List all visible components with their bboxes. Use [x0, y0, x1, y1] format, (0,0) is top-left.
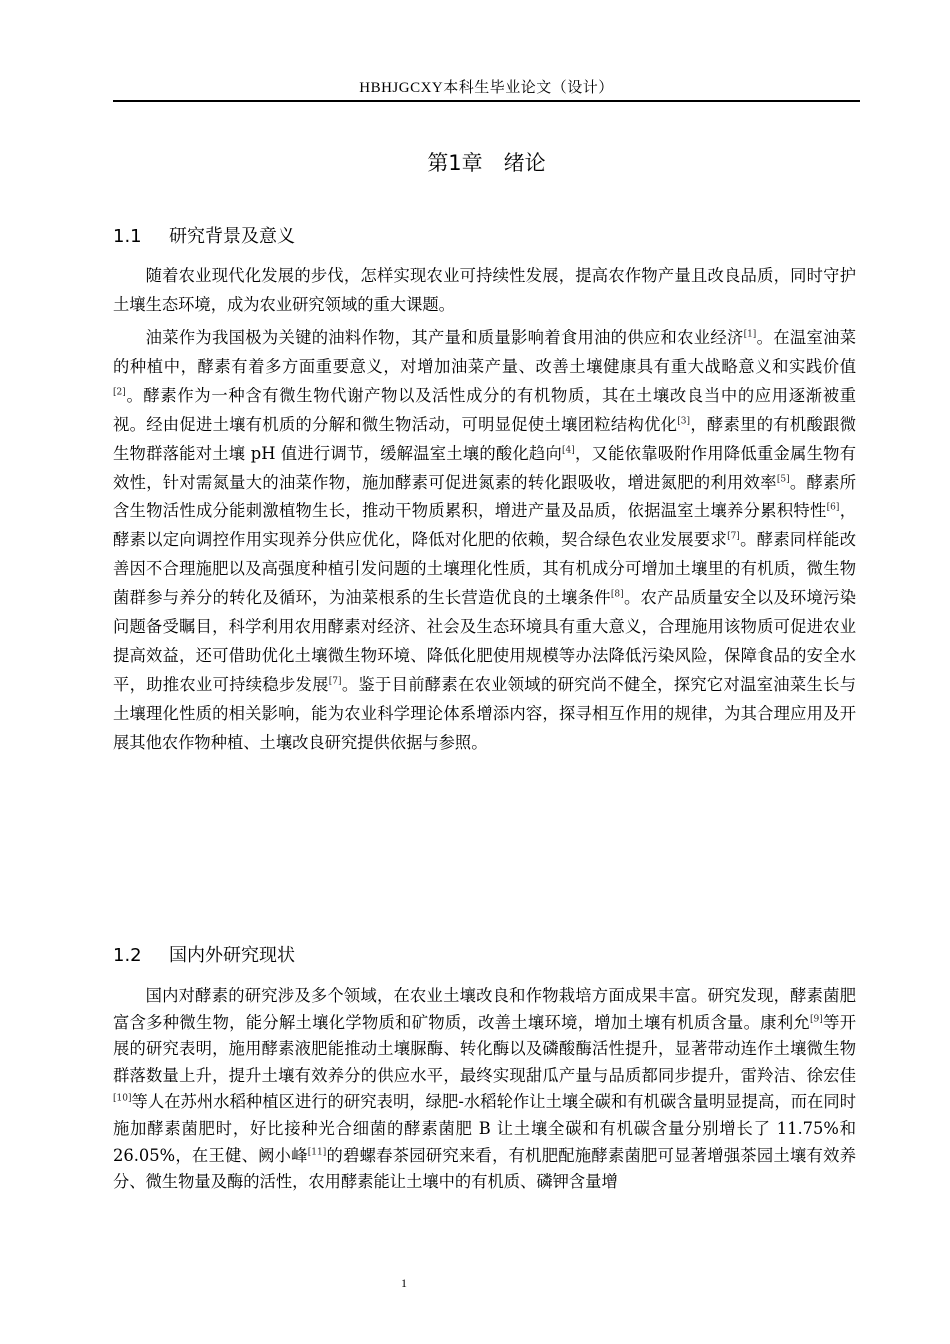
- text-run: 的碧螺春茶园研究来看，有机肥配施酵素菌肥可显著增强茶园土壤有效养分、微生物量及酶的活性，农用酵素能让土壤中的有机质、磷钾含量增: [113, 1145, 856, 1192]
- section-title: 研究背景及意义: [169, 226, 295, 247]
- citation-ref: [3]: [677, 416, 691, 427]
- section-title: 国内外研究现状: [169, 945, 295, 966]
- text-run: 。鉴于目前酵素在农业领域的研究尚不健全，探究它对温室油菜生长与土壤理化性质的相关影响，能为农业科学理论体系增添内容，探寻相互作用的规律，为其合理应用及开展其他农作物种植、土壤改良研究提供依据与参照。: [113, 674, 856, 752]
- paragraph-background-intro: 随着农业现代化发展的步伐，怎样实现农业可持续性发展，提高农作物产量且改良品质，同时守护土壤生态环境，成为农业研究领域的重大课题。: [113, 266, 856, 314]
- text-run: 等人在苏州水稻种植区进行的研究表明，绿肥-水稻轮作让土壤全碳和有机碳含量明显提高，而在同时施加酵素菌肥时，好比接种光合细菌的酵素菌肥 B 让土壤全碳和有机碳含量分别增长了 11.75%和 26.05%，在王健、阙小峰: [113, 1092, 856, 1165]
- citation-ref: [4]: [562, 445, 575, 456]
- paragraph-research-status: [113, 983, 856, 1196]
- page-number: 1: [401, 1276, 407, 1290]
- text-run: ，酵素里的有机酸跟微生物群落能对土壤 pH 值进行调节，缓解温室土壤的酸化趋向: [113, 414, 856, 463]
- citation-ref: [10]: [113, 1093, 132, 1104]
- citation-ref: [6]: [826, 503, 840, 514]
- header-rule: [113, 100, 860, 102]
- citation-ref: [8]: [610, 589, 624, 600]
- citation-ref: [5]: [776, 474, 790, 485]
- text-run: 。酵素所含生物活性成分能刺激植物生长，推动干物质累积，增进产量及品质，依据温室土壤养分累积特性: [113, 472, 856, 521]
- text-run: 。酵素作为一种含有微生物代谢产物以及活性成分的有机物质，其在土壤改良当中的应用逐渐被重视。经由促进土壤有机质的分解和微生物活动，可明显促使土壤团粒结构优化: [113, 385, 856, 434]
- citation-ref: [7]: [727, 531, 740, 542]
- citation-ref: [1]: [743, 329, 757, 340]
- paragraph-background-detail: [113, 324, 856, 758]
- section-number: 1.1: [113, 226, 142, 247]
- text-run: ，酵素以定向调控作用实现养分供应优化，降低对化肥的依赖，契合绿色农业发展要求: [113, 501, 856, 550]
- text-run: 。在温室油菜的种植中，酵素有着多方面重要意义，对增加油菜产量、改善土壤健康具有重大战略意义和实践价值: [113, 328, 856, 376]
- chapter-title: 第1章 绪论: [427, 151, 546, 175]
- text-run: 。农产品质量安全以及环境污染问题备受瞩目，科学利用农用酵素对经济、社会及生态环境具有重大意义，合理施用该物质可促进农业提高效益，还可借助优化土壤微生物环境、降低化肥使用规模等办法降低污染风险，保障食品的安全水平，助推农业可持续稳步发展: [113, 588, 856, 694]
- text-run: 油菜作为我国极为关键的油料作物，其产量和质量影响着食用油的供应和农业经济: [145, 328, 744, 347]
- citation-ref: [11]: [307, 1147, 327, 1158]
- text-run: 等开展的研究表明，施用酵素液肥能推动土壤脲酶、转化酶以及磷酸酶活性提升，显著带动连作土壤微生物群落数量上升，提升土壤有效养分的供应水平，最终实现甜瓜产量与品质都同步提升，雷羚洁、徐宏佳: [113, 1012, 856, 1085]
- text-run: 国内对酵素的研究涉及多个领域，在农业土壤改良和作物栽培方面成果丰富。研究发现，酵素菌肥富含多种微生物，能分解土壤化学物质和矿物质，改善土壤环境，增加土壤有机质含量。康利允: [113, 986, 856, 1032]
- running-header: HBHJGCXY本科生毕业论文（设计）: [359, 80, 614, 96]
- citation-ref: [7]: [328, 676, 342, 687]
- section-heading-1-1: [113, 222, 295, 248]
- text-run: ，又能依靠吸附作用降低重金属生物有效性，针对需氮量大的油菜作物，施加酵素可促进氮素的转化跟吸收，增进氮肥的利用效率: [113, 443, 856, 492]
- section-heading-1-2: [113, 941, 295, 967]
- citation-ref: [9]: [810, 1014, 823, 1025]
- text-run: 。酵素同样能改善因不合理施肥以及高强度种植引发问题的土壤理化性质，其有机成分可增加土壤里的有机质，微生物菌群参与养分的转化及循环，为油菜根系的生长营造优良的土壤条件: [113, 530, 856, 608]
- section-number: 1.2: [113, 945, 142, 966]
- citation-ref: [2]: [113, 387, 126, 398]
